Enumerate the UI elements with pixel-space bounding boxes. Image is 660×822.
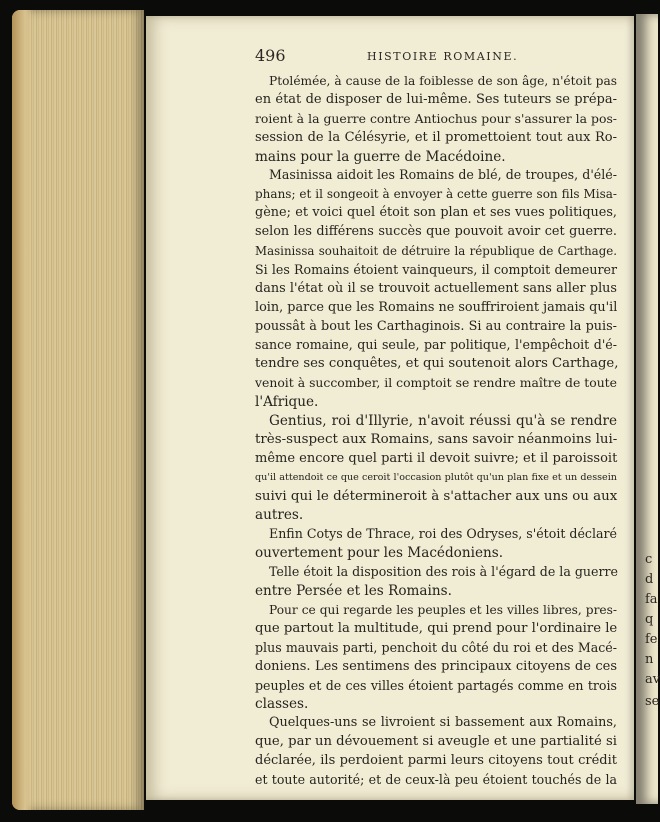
text-line: très-suspect aux Romains, sans savoir néanmoins lui- xyxy=(255,431,618,447)
facing-page-fragment: av xyxy=(645,672,660,687)
text-line: Enfin Cotys de Thrace, roi des Odryses, s'étoit déclaré xyxy=(269,526,617,542)
facing-page-fragment: n xyxy=(645,652,654,667)
text-line: mains pour la guerre de Macédoine. xyxy=(255,148,506,165)
text-line: Pour ce qui regarde les peuples et les villes libres, pres- xyxy=(269,602,617,617)
text-line: suivi qui le détermineroit à s'attacher aux uns ou aux xyxy=(255,488,618,504)
facing-page-fragment: q xyxy=(645,612,654,627)
text-line: tendre ses conquêtes, et qui soutenoit alors Carthage, xyxy=(255,356,619,372)
text-line: Telle étoit la disposition des rois à l'égard de la guerre xyxy=(269,564,618,580)
text-line: peuples et de ces villes étoient partagés comme en trois xyxy=(255,677,617,693)
text-line: que partout la multitude, qui prend pour l'ordinaire le xyxy=(255,620,618,636)
text-line: entre Persée et les Romains. xyxy=(255,583,452,600)
text-line: et toute autorité; et de ceux-là peu étoient touchés de la xyxy=(255,771,617,787)
text-line: session de la Célésyrie, et il promettoient tout aux Ro- xyxy=(255,129,617,145)
text-line: que, par un dévouement si aveugle et une partialité si xyxy=(255,734,617,750)
text-line: Si les Romains étoient vainqueurs, il comptoit demeurer xyxy=(255,261,617,277)
facing-page-fragment: c xyxy=(645,552,653,567)
facing-page-sliver xyxy=(636,14,658,804)
text-line: plus mauvais parti, penchoit du côté du roi et des Macé- xyxy=(255,639,617,655)
body-text xyxy=(255,72,617,790)
text-line: classes. xyxy=(255,696,309,713)
text-line: phans; et il songeoit à envoyer à cette guerre son fils Misa- xyxy=(255,187,617,202)
text-line: même encore quel parti il devoit suivre; et il paroissoit xyxy=(255,450,618,466)
text-line: autres. xyxy=(255,507,304,524)
text-line: qu'il attendoit ce que ceroit l'occasion plutôt qu'un plan fixe et un dessein xyxy=(255,471,617,483)
text-line: Masinissa souhaitoit de détruire la république de Carthage. xyxy=(255,244,617,259)
text-line: Ptolémée, à cause de la foiblesse de son âge, n'étoit pas xyxy=(269,74,617,88)
text-line: roient à la guerre contre Antiochus pour s'assurer la pos- xyxy=(255,110,617,126)
text-line: en état de disposer de lui-même. Ses tuteurs se prépa- xyxy=(255,91,617,107)
text-line: gène; et voici quel étoit son plan et ses vues politiques, xyxy=(255,205,617,221)
text-line: sance romaine, qui seule, par politique, l'empêchoit d'é- xyxy=(255,337,617,353)
text-line: loin, parce que les Romains ne souffriroient jamais qu'il xyxy=(255,299,618,315)
page-header xyxy=(255,46,625,66)
running-title: HISTOIRE ROMAINE. xyxy=(367,50,519,63)
page-number: 496 xyxy=(255,46,286,65)
text-line: doniens. Les sentimens des principaux citoyens de ces xyxy=(255,658,617,674)
text-line: Quelques-uns se livroient si bassement aux Romains, xyxy=(269,715,617,731)
text-line: venoit à succomber, il comptoit se rendre maître de toute xyxy=(255,375,617,391)
text-line: dans l'état où il se trouvoit actuellement sans aller plus xyxy=(255,280,617,296)
text-line: Masinissa aidoit les Romains de blé, de troupes, d'élé- xyxy=(269,167,617,183)
text-line: ouvertement pour les Macédoniens. xyxy=(255,545,504,562)
text-line: déclarée, ils perdoient parmi leurs citoyens tout crédit xyxy=(255,753,617,769)
text-line: l'Afrique. xyxy=(255,394,319,411)
book-fore-edge xyxy=(12,10,144,810)
facing-page-fragment: d xyxy=(645,572,654,587)
text-line: Gentius, roi d'Illyrie, n'avoit réussi qu'à se rendre xyxy=(269,413,617,430)
facing-page-fragment: se xyxy=(645,694,660,709)
text-line: selon les différens succès que pouvoit avoir cet guerre. xyxy=(255,224,617,240)
facing-page-fragment: fa xyxy=(645,592,658,607)
text-line: poussât à bout les Carthaginois. Si au contraire la puis- xyxy=(255,318,617,334)
facing-page-fragment: fe xyxy=(645,632,658,647)
